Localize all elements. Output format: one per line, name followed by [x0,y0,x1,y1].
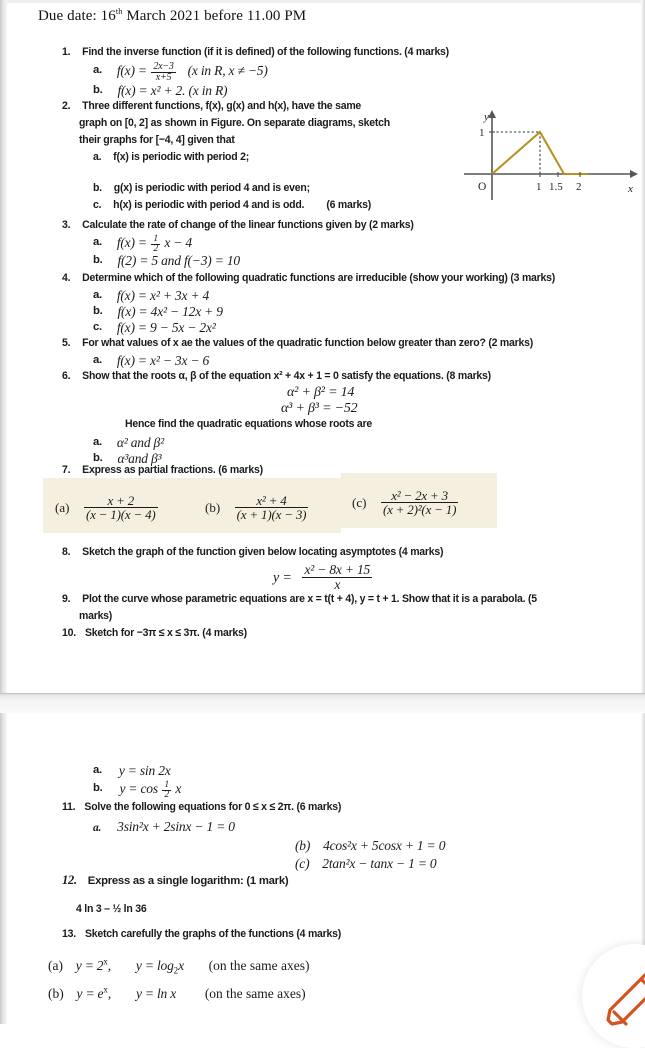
q4-part-c-label: c. [93,321,102,333]
q7-fraction-a [55,494,158,522]
svg-text:x: x [628,183,633,195]
q11-part-a-math: 3sin²x + 2sinx − 1 = 0 [117,819,235,834]
q10-part-b-label: b. [93,782,103,794]
q13-part-a-left-exp: x [103,956,108,967]
q13-text: Sketch carefully the graphs of the functions (4 marks) [85,928,342,940]
q7-fraction-c-expr [381,489,458,517]
q10-part-b-fraction [162,781,171,801]
q3-text: Calculate the rate of change of the linear functions given by (2 marks) [82,219,414,231]
q11-text: Solve the following equations for 0 ≤ x ≤ 2π. (6 marks) [84,801,342,813]
q10-part-b-tail: x [175,781,182,796]
q4-text: Determine which of the following quadratic functions are irreducible (show your working) (3 marks) [82,272,556,284]
svg-text:1: 1 [536,181,542,193]
q11-part-b-label: (b) [295,838,311,853]
q3-part-a-prefix: f(x) = [116,235,147,250]
q10-part-b [93,780,181,801]
question-10 [62,627,247,639]
q2-part-c-label: c. [93,199,102,211]
q10-number: 10. [62,627,76,639]
q4-part-a-label: a. [93,289,102,301]
q6-text: Show that the roots α, β of the equation x² + 4x + 1 = 0 satisfy the equations. (8 marks) [82,370,491,382]
q10-part-b-numerator: 1 [164,779,169,790]
due-date-ordinal: th [115,7,123,16]
q13-part-b-right-pre: y = ln x [135,986,177,1001]
q13-part-b [48,986,306,1002]
q7-fraction-b-expr [235,494,309,522]
q8-lhs: y = [273,570,292,586]
q3-part-a-tail: x − 4 [164,235,192,250]
q1-part-b-math: f(x) = x² + 2. (x in R) [117,83,228,98]
q4-part-c-math: f(x) = 9 − 5x − 2x² [116,320,216,335]
q4-part-b-math: f(x) = 4x² − 12x + 9 [117,304,223,319]
q2-part-c [93,199,371,211]
q8-number: 8. [62,546,71,558]
edit-fab[interactable] [582,944,645,1048]
q2-part-b-label: b. [93,182,102,194]
q11-part-b [295,837,445,855]
q6-part-b-label: b. [93,452,103,464]
q7-fraction-b [205,494,308,522]
q7-fraction-a-numerator: x + 2 [107,493,135,508]
q9-line-1: Plot the curve whose parametric equations are x = t(t + 4), y = t + 1. Show that it is a parabola. (5 [82,593,537,605]
q13-part-a-left: y = 2 [75,958,104,973]
page-right-edge [641,0,645,1024]
page-break-separator [0,693,645,713]
q2-part-a-text: f(x) is periodic with period 2; [113,151,249,163]
q5-text: For what values of x ae the values of the quadratic function below greater than zero? (2 marks) [82,337,533,349]
question-8 [62,546,443,558]
svg-text:1.5: 1.5 [549,181,563,193]
q5-part-a-math: f(x) = x² − 3x − 6 [116,353,210,368]
q13-part-a-right-post: x [178,958,184,973]
question-11 [62,801,341,813]
q6-hence: Hence find the quadratic equations whose roots are [125,418,373,430]
q10-part-a [93,762,171,780]
q2-number: 2. [62,100,71,112]
q1-part-a [93,62,268,83]
q2-part-c-marks: (6 marks) [326,199,371,211]
q2-part-a [93,151,249,163]
q9-line-2: marks) [79,610,113,622]
q1-part-a-fraction [151,62,175,83]
q3-number: 3. [62,219,71,231]
due-date-suffix: March 2021 before 11.00 PM [122,8,307,24]
q7-fraction-a-label: (a) [55,500,70,516]
q7-fraction-c-label: (c) [352,495,367,511]
q1-text: Find the inverse function (if it is defined) of the following functions. (4 marks) [82,46,449,58]
due-date-prefix: Due date: 16 [38,8,116,24]
q7-fraction-a-expr [84,494,158,522]
question-3 [62,219,414,231]
q7-number: 7. [62,464,71,476]
q3-part-a-label: a. [93,236,102,248]
q13-part-b-note: (on the same axes) [204,986,306,1001]
q8-display-equation [273,563,372,592]
q13-part-a [48,958,309,974]
q2-part-b-text: g(x) is periodic with period 4 and is even; [113,182,310,194]
piecewise-triangle-graph [462,104,638,204]
q1-part-a-lhs: f(x) = [116,63,147,79]
q3-part-b-label: b. [93,254,103,266]
q13-part-a-label: (a) [48,958,63,973]
q7-fraction-c-denominator: (x + 2)²(x − 1) [382,502,457,518]
q6-part-a-label: a. [93,436,102,448]
question-7 [62,464,263,476]
q3-part-a-denominator: 2 [153,244,158,255]
q8-numerator: x² − 8x + 15 [304,562,371,577]
q10-text: Sketch for −3π ≤ x ≤ 3π. (4 marks) [85,627,247,639]
q8-denominator: x [302,577,372,592]
edit-pencil-icon[interactable] [602,970,645,1034]
q1-part-a-label: a. [93,64,102,77]
question-4 [62,272,555,284]
q1-part-b [93,82,227,100]
q6-number: 6. [62,370,71,382]
svg-text:2: 2 [576,181,582,193]
q3-part-a-numerator: 1 [153,233,158,244]
q13-part-b-comma: , [107,986,112,1001]
q2-line-3: their graphs for [−4, 4] given that [79,134,235,146]
q12-expression: 4 ln 3 – ½ ln 36 [76,903,147,915]
svg-text:1: 1 [479,127,485,139]
q6-part-a-math: α² and β² [116,435,164,450]
q6-part-b-math: α³and β³ [117,451,162,466]
q6-equation-1: α² + β² = 14 [287,385,355,400]
q1-part-a-denominator: x+5 [151,72,175,83]
q11-number: 11. [62,801,76,813]
q2-part-b [93,182,310,194]
q8-fraction [302,563,372,592]
q10-part-b-denominator: 2 [164,790,169,801]
q10-part-a-math: y = sin 2x [118,763,171,778]
q13-part-a-right-pre: y = log [135,958,174,973]
svg-text:O: O [478,181,487,193]
q5-part-a [93,352,209,370]
q12-number: 12. [62,873,77,887]
q1-part-b-label: b. [93,84,103,96]
q7-fraction-a-denominator: (x − 1)(x − 4) [85,507,156,523]
q13-part-a-comma: , [107,958,112,973]
q4-part-c [93,319,216,337]
q5-part-a-label: a. [93,354,102,366]
q7-fraction-b-denominator: (x + 1)(x − 3) [236,507,307,523]
q5-number: 5. [62,337,71,349]
q2-line-1: Three different functions, f(x), g(x) and h(x), have the same [82,100,362,112]
q11-part-c-math: 2tan²x − tanx − 1 = 0 [322,856,437,871]
q10-part-a-label: a. [93,764,102,776]
q1-part-a-tail: (x in R, x ≠ −5) [187,63,268,79]
q11-part-a [93,818,235,836]
question-1 [62,46,449,58]
q3-part-b-math: f(2) = 5 and f(−3) = 10 [117,253,240,268]
q1-number: 1. [62,46,71,58]
q11-part-a-label: a. [93,822,102,834]
svg-text:y: y [484,111,489,123]
page-top-cut [7,0,641,3]
q7-fraction-c [352,489,458,517]
question-12 [62,871,288,889]
q13-part-b-label: (b) [48,986,64,1001]
question-13 [62,928,341,940]
q11-part-b-math: 4cos²x + 5cosx + 1 = 0 [323,838,446,853]
q13-number: 13. [62,928,76,940]
q13-part-b-left: y = e [76,986,104,1001]
q2-part-c-text: h(x) is periodic with period 4 and is odd. [113,199,305,211]
q10-part-b-prefix: y = cos [119,781,158,796]
q7-text: Express as partial fractions. (6 marks) [82,464,263,476]
question-6 [62,370,491,382]
q4-number: 4. [62,272,71,284]
q13-part-b-left-exp: x [103,984,108,995]
q13-part-a-note: (on the same axes) [208,958,310,973]
q12-text: Express as a single logarithm: (1 mark) [87,875,289,887]
page-left-edge [0,0,7,1024]
q6-equation-2: α³ + β³ = −52 [281,401,358,416]
q8-text: Sketch the graph of the function given below locating asymptotes (4 marks) [82,546,444,558]
q1-part-a-numerator: 2x−3 [153,61,174,72]
question-2 [62,100,361,112]
q11-part-c [295,855,436,873]
q11-part-c-label: (c) [295,856,310,871]
q7-fraction-b-numerator: x² + 4 [256,493,287,508]
question-5 [62,337,533,349]
q7-fraction-c-numerator: x² − 2x + 3 [391,488,448,503]
q2-line-2: graph on [0, 2] as shown in Figure. On separate diagrams, sketch [79,117,390,129]
q4-part-b-label: b. [93,305,103,317]
q9-number: 9. [62,593,71,605]
q13-part-a-right-sub: 2 [173,965,179,976]
due-date-line [38,8,306,25]
q7-fraction-b-label: (b) [205,500,221,516]
q3-part-b [93,252,240,270]
question-9 [62,593,537,605]
q4-part-a-math: f(x) = x² + 3x + 4 [116,288,210,303]
q2-part-a-label: a. [93,151,102,163]
